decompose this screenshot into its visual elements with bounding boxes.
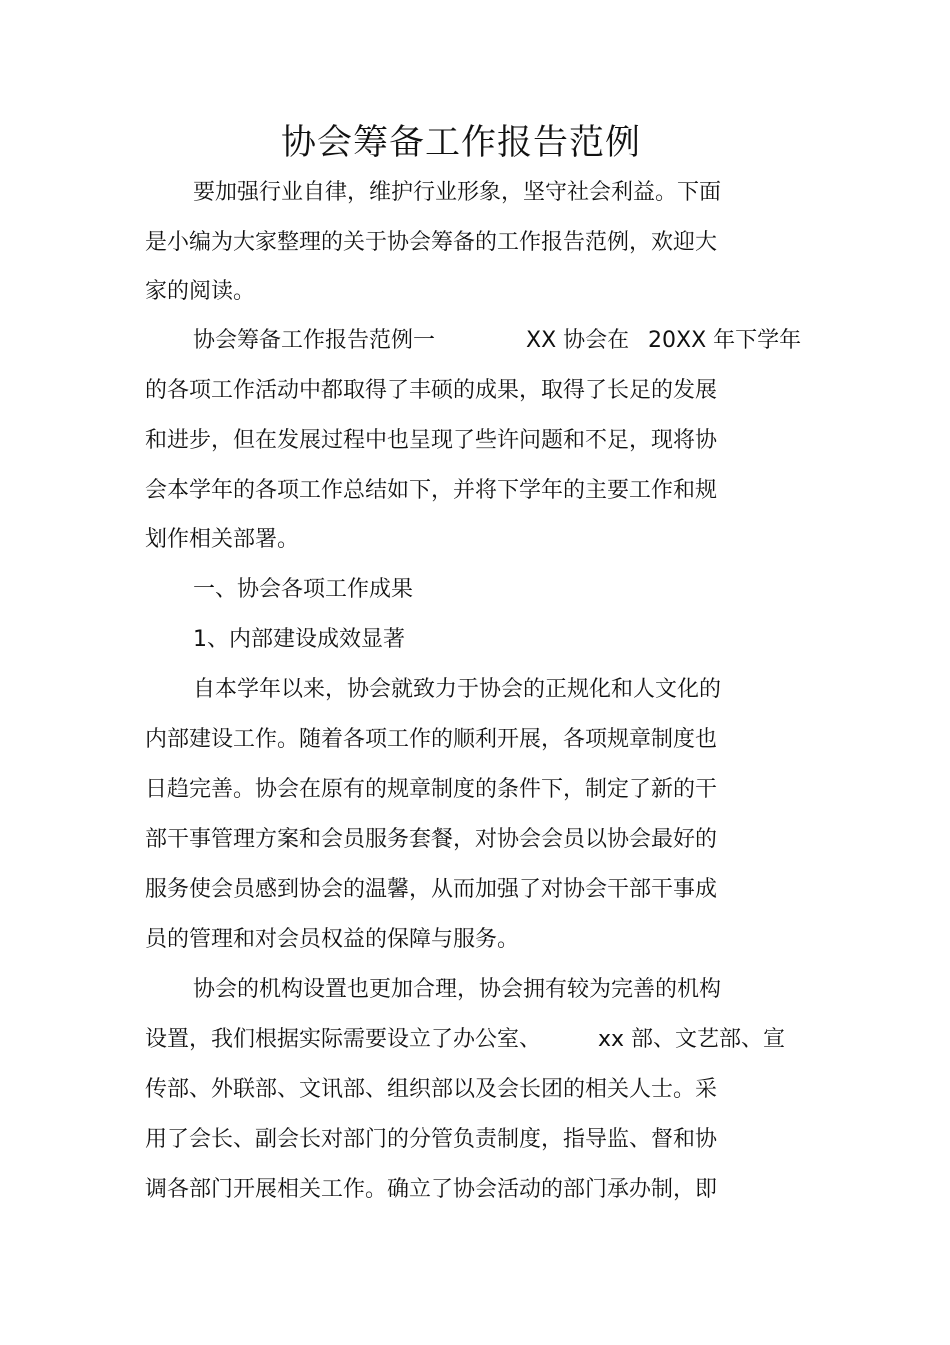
text-line: 部干事管理方案和会员服务套餐，对协会会员以协会最好的: [145, 827, 718, 852]
text-line: 协会筹备工作报告范例一: [193, 328, 436, 353]
text-line: 和进步，但在发展过程中也呈现了些许问题和不足，现将协: [145, 428, 718, 453]
text-line: xx 部、文艺部、宣: [598, 1027, 786, 1052]
subsection-heading: 1、内部建设成效显著: [193, 627, 405, 652]
text-line: 内部建设工作。随着各项工作的顺利开展，各项规章制度也: [145, 727, 718, 752]
text-line: 的各项工作活动中都取得了丰硕的成果，取得了长足的发展: [145, 378, 718, 403]
text-line: 自本学年以来，协会就致力于协会的正规化和人文化的: [193, 677, 722, 702]
text-line: 服务使会员感到协会的温馨，从而加强了对协会干部干事成: [145, 877, 718, 902]
text-line: 传部、外联部、文讯部、组织部以及会长团的相关人士。采: [145, 1077, 718, 1102]
text-line: 调各部门开展相关工作。确立了协会活动的部门承办制，即: [145, 1177, 718, 1202]
text-line: 日趋完善。协会在原有的规章制度的条件下，制定了新的干: [145, 777, 718, 802]
text-line: XX 协会在: [526, 328, 630, 353]
text-line: 设置，我们根据实际需要设立了办公室、: [145, 1027, 542, 1052]
document-title: 协会筹备工作报告范例: [280, 123, 641, 163]
section-heading: 一、协会各项工作成果: [193, 577, 414, 602]
text-line: 20XX 年下学年: [648, 328, 802, 353]
text-line: 员的管理和对会员权益的保障与服务。: [145, 927, 520, 952]
text-line: 用了会长、副会长对部门的分管负责制度，指导监、督和协: [145, 1127, 718, 1152]
text-line: 家的阅读。: [145, 279, 256, 304]
text-line: 是小编为大家整理的关于协会筹备的工作报告范例，欢迎大: [145, 230, 718, 255]
text-line: 要加强行业自律，维护行业形象，坚守社会利益。下面: [193, 180, 722, 205]
text-line: 协会的机构设置也更加合理，协会拥有较为完善的机构: [193, 977, 722, 1002]
text-line: 会本学年的各项工作总结如下，并将下学年的主要工作和规: [145, 478, 718, 503]
text-line: 划作相关部署。: [145, 527, 300, 552]
